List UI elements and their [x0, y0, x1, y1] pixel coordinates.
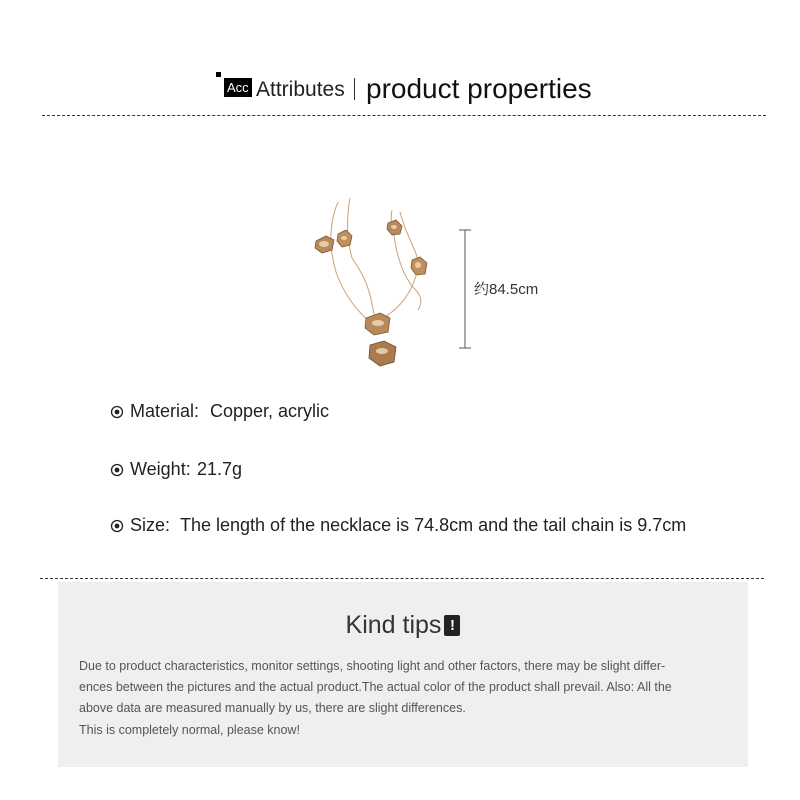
gold-bead-group: [315, 220, 427, 366]
target-bullet-icon: [110, 405, 124, 419]
header-attributes-label: Attributes: [256, 78, 345, 101]
dimension-label: 约84.5cm: [474, 281, 539, 298]
tips-heading: [58, 610, 748, 640]
header-badge: Acc: [224, 78, 252, 97]
exclamation-icon: !: [444, 615, 460, 636]
attribute-value: 21.7g: [197, 459, 243, 479]
header-dot: [216, 72, 221, 77]
middle-dashed-divider: [40, 578, 764, 579]
attribute-label: Weight:: [130, 459, 191, 479]
attribute-label: Material:: [130, 401, 200, 421]
tips-text-line: Due to product characteristics, monitor settings, shooting light and other factors, there may be slight differ-: [79, 659, 666, 673]
page-title: product properties: [366, 73, 592, 104]
target-bullet-icon: [110, 463, 124, 477]
kind-tips-panel: [58, 582, 748, 767]
header-divider: [354, 78, 355, 100]
tips-title: Kind tips: [345, 611, 442, 639]
top-dashed-divider: [42, 115, 766, 116]
tips-text-line: This is completely normal, please know!: [79, 723, 300, 737]
attribute-value: Copper, acrylic: [210, 401, 330, 421]
tips-text-line: above data are measured manually by us, there are slight differences.: [79, 701, 466, 715]
section-header: [0, 70, 800, 110]
necklace-product-image: [300, 190, 450, 380]
attribute-label: Size:: [130, 515, 171, 535]
attribute-value: The length of the necklace is 74.8cm and the tail chain is 9.7cm: [180, 515, 687, 535]
dimension-indicator: [455, 228, 475, 350]
tips-text-line: ences between the pictures and the actual product.The actual color of the product shall prevail. Also: All the: [79, 680, 672, 694]
target-bullet-icon: [110, 519, 124, 533]
